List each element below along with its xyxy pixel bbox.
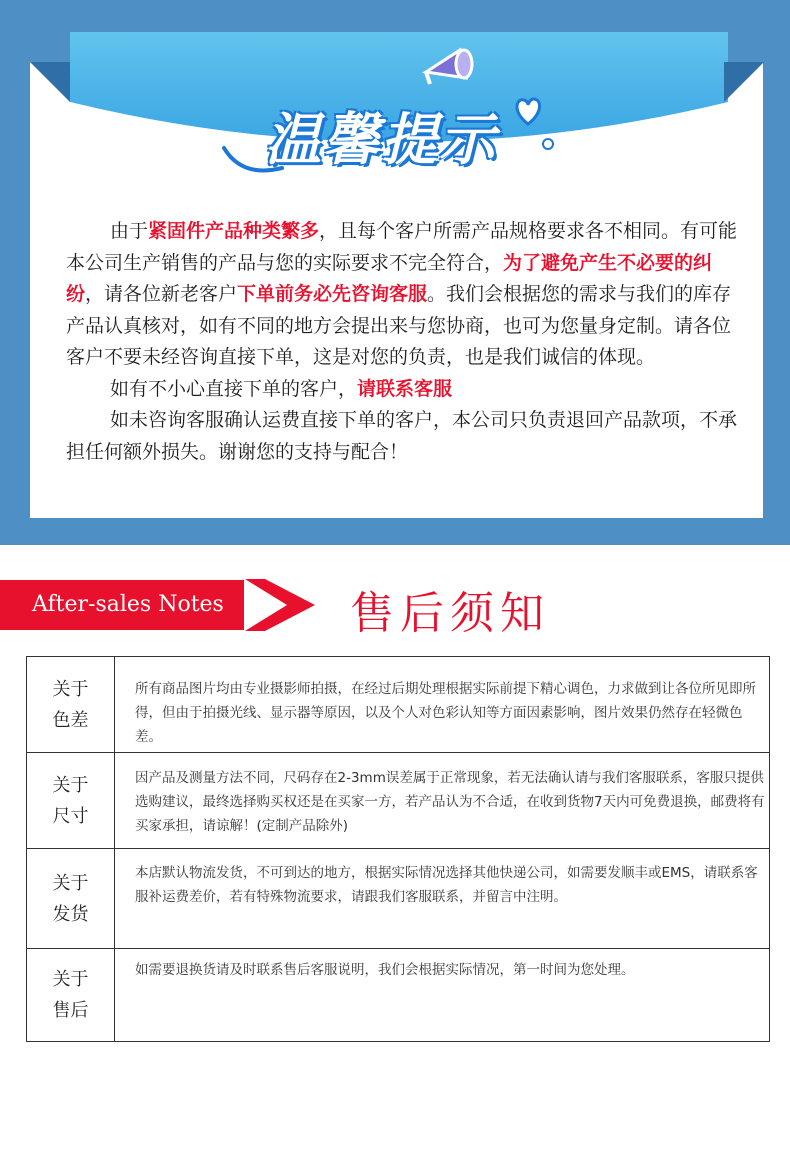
row-text: 本店默认物流发货，不可到达的地方，根据实际情况选择其他快递公司，如需要发顺丰或EMS，请联系客服补运费差价，若有特殊物流要求，请跟我们客服联系，并留言中注明。 bbox=[135, 865, 758, 905]
notice-body bbox=[66, 216, 742, 468]
notice-text: 。我们会根据您的需求与我们的库存产品认真核对，如有不同的地方会提出来与您协商，也可为您量身定制。请各位客户不要未经咨询直接下单，这是对您的负责，也是我们诚信的体现。 bbox=[66, 283, 732, 368]
table-row bbox=[27, 753, 769, 849]
notice-panel bbox=[0, 0, 790, 545]
row-text: 所有商品图片均由专业摄影师拍摄，在经过后期处理根据实际前提下精心调色，力求做到让各位所见即所得，但由于拍摄光线、显示器等原因，以及个人对色彩认知等方面因素影响，图片效果仍然存在轻微色差。 bbox=[135, 681, 756, 745]
megaphone-icon bbox=[420, 42, 480, 92]
after-sales-table bbox=[26, 656, 770, 1042]
row-label bbox=[27, 849, 115, 948]
row-label-line2: 售后 bbox=[52, 1000, 89, 1021]
banner-fold-right bbox=[722, 62, 764, 162]
table-row bbox=[27, 657, 769, 753]
row-label bbox=[27, 949, 115, 1041]
row-label-line1: 关于 bbox=[52, 774, 89, 796]
highlight-text: 为了避免产生不必要的纠纷 bbox=[66, 251, 713, 305]
row-label bbox=[27, 657, 115, 752]
row-label-line2: 尺寸 bbox=[52, 805, 89, 827]
row-label-line2: 色差 bbox=[52, 709, 89, 731]
notice-paragraph-3 bbox=[66, 405, 742, 468]
after-sales-en-label: After-sales Notes bbox=[0, 580, 244, 630]
row-text: 因产品及测量方法不同，尺码存在2-3mm误差属于正常现象，若无法确认请与我们客服联系，客服只提供选购建议，最终选择购买权还是在买家一方，若产品认为不合适，在收到货物7天内可免费退换，邮费将有买家承担，请谅解！(定制产品除外) bbox=[135, 770, 765, 834]
row-label-line1: 关于 bbox=[52, 872, 89, 894]
notice-title: 温馨提示 bbox=[265, 107, 497, 173]
table-row bbox=[27, 849, 769, 949]
row-label-line2: 发货 bbox=[52, 903, 89, 925]
notice-text: 由于 bbox=[110, 220, 149, 242]
highlight-text: 请联系客服 bbox=[357, 377, 453, 400]
banner-fold-left bbox=[30, 62, 72, 162]
notice-text: 如有不小心直接下单的客户， bbox=[110, 377, 358, 400]
row-text: 如需要退换货请及时联系售后客服说明，我们会根据实际情况，第一时间为您处理。 bbox=[135, 962, 635, 978]
highlight-text: 紧固件产品种类繁多 bbox=[148, 220, 320, 242]
row-label bbox=[27, 753, 115, 848]
table-row bbox=[27, 949, 769, 1041]
notice-text: ，请各位新老客户 bbox=[85, 283, 238, 305]
notice-text: ，且每个客户所需产品规格要求各不相同。有可能本公司生产销售的产品与您的实际要求不完全符合， bbox=[66, 220, 738, 274]
heart-icon bbox=[517, 99, 540, 124]
row-label-line1: 关于 bbox=[52, 678, 89, 700]
chevron-right-icon bbox=[245, 575, 325, 635]
notice-paragraph-2 bbox=[66, 374, 742, 406]
row-label-line1: 关于 bbox=[52, 969, 89, 990]
notice-text: 如未咨询客服确认运费直接下单的客户，本公司只负责退回产品款项，不承担任何额外损失。谢谢您的支持与配合！ bbox=[66, 409, 738, 463]
after-sales-title: 售后须知 bbox=[350, 588, 550, 639]
notice-paragraph-1 bbox=[66, 216, 742, 374]
highlight-text: 下单前务必先咨询客服 bbox=[237, 283, 428, 305]
